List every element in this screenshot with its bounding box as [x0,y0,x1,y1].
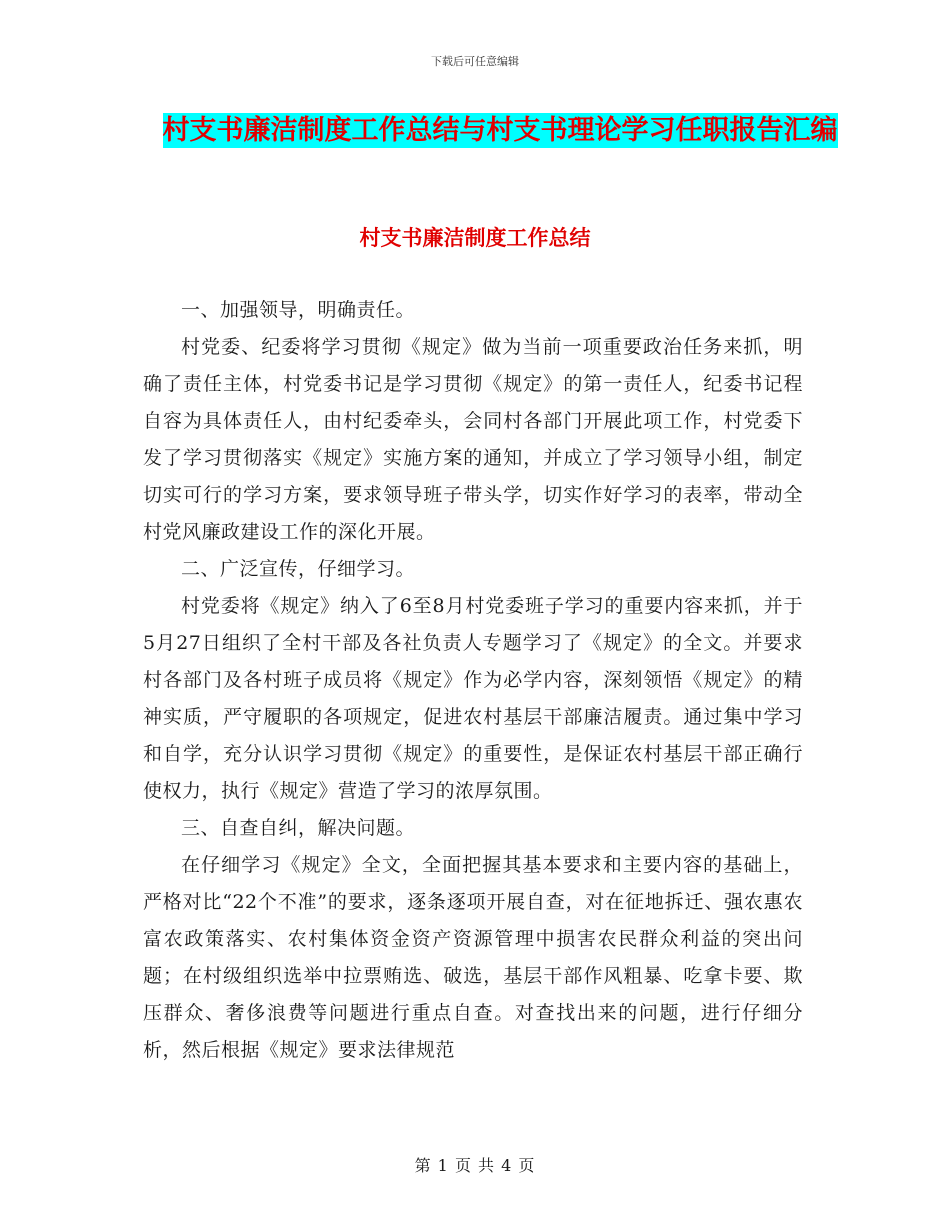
heading-3: 三、自查自纠，解决问题。 [181,817,416,839]
paragraph: 在仔细学习《规定》全文，全面把握其基本要求和主要内容的基础上，严格对比“22个不准”的要求，逐条逐项开展自查，对在征地拆迁、强农惠农富农政策落实、农村集体资金资产资源管理中损害农民群众利益的突出问题；在村级组织选举中拉票贿选、破选，基层干部作风粗暴、吃拿卡要、欺压群众、奢侈浪费等问题进行重点自查。对查找出来的问题，进行仔细分析，然后根据《规定》要求法律规范 [143,854,803,1061]
header-note: 下载后可任意编辑 [431,55,519,68]
body-content [143,292,803,1069]
paragraph: 村党委将《规定》纳入了6至8月村党委班子学习的重要内容来抓，并于5月27日组织了全村干部及各社负责人专题学习了《规定》的全文。并要求村各部门及各村班子成员将《规定》作为必学内容，深刻领悟《规定》的精神实质，严守履职的各项规定，促进农村基层干部廉洁履责。通过集中学习和自学，充分认识学习贯彻《规定》的重要性，是保证农村基层干部正确行使权力，执行《规定》营造了学习的浓厚氛围。 [143,595,803,802]
document-title-text: 村支书廉洁制度工作总结与村支书理论学习任职报告汇编 [162,115,838,146]
heading-2: 二、广泛宣传，仔细学习。 [181,558,416,580]
page-number: 第 1 页 共 4 页 [414,1156,536,1175]
paragraph: 村党委、纪委将学习贯彻《规定》做为当前一项重要政治任务来抓，明确了责任主体，村党委书记是学习贯彻《规定》的第一责任人，纪委书记程自容为具体责任人，由村纪委牵头，会同村各部门开展此项工作，村党委下发了学习贯彻落实《规定》实施方案的通知，并成立了学习领导小组，制定切实可行的学习方案，要求领导班子带头学，切实作好学习的表率，带动全村党风廉政建设工作的深化开展。 [143,336,803,543]
section-title: 村支书廉洁制度工作总结 [359,226,591,250]
heading-1: 一、加强领导，明确责任。 [181,299,416,321]
document-title [150,108,850,154]
